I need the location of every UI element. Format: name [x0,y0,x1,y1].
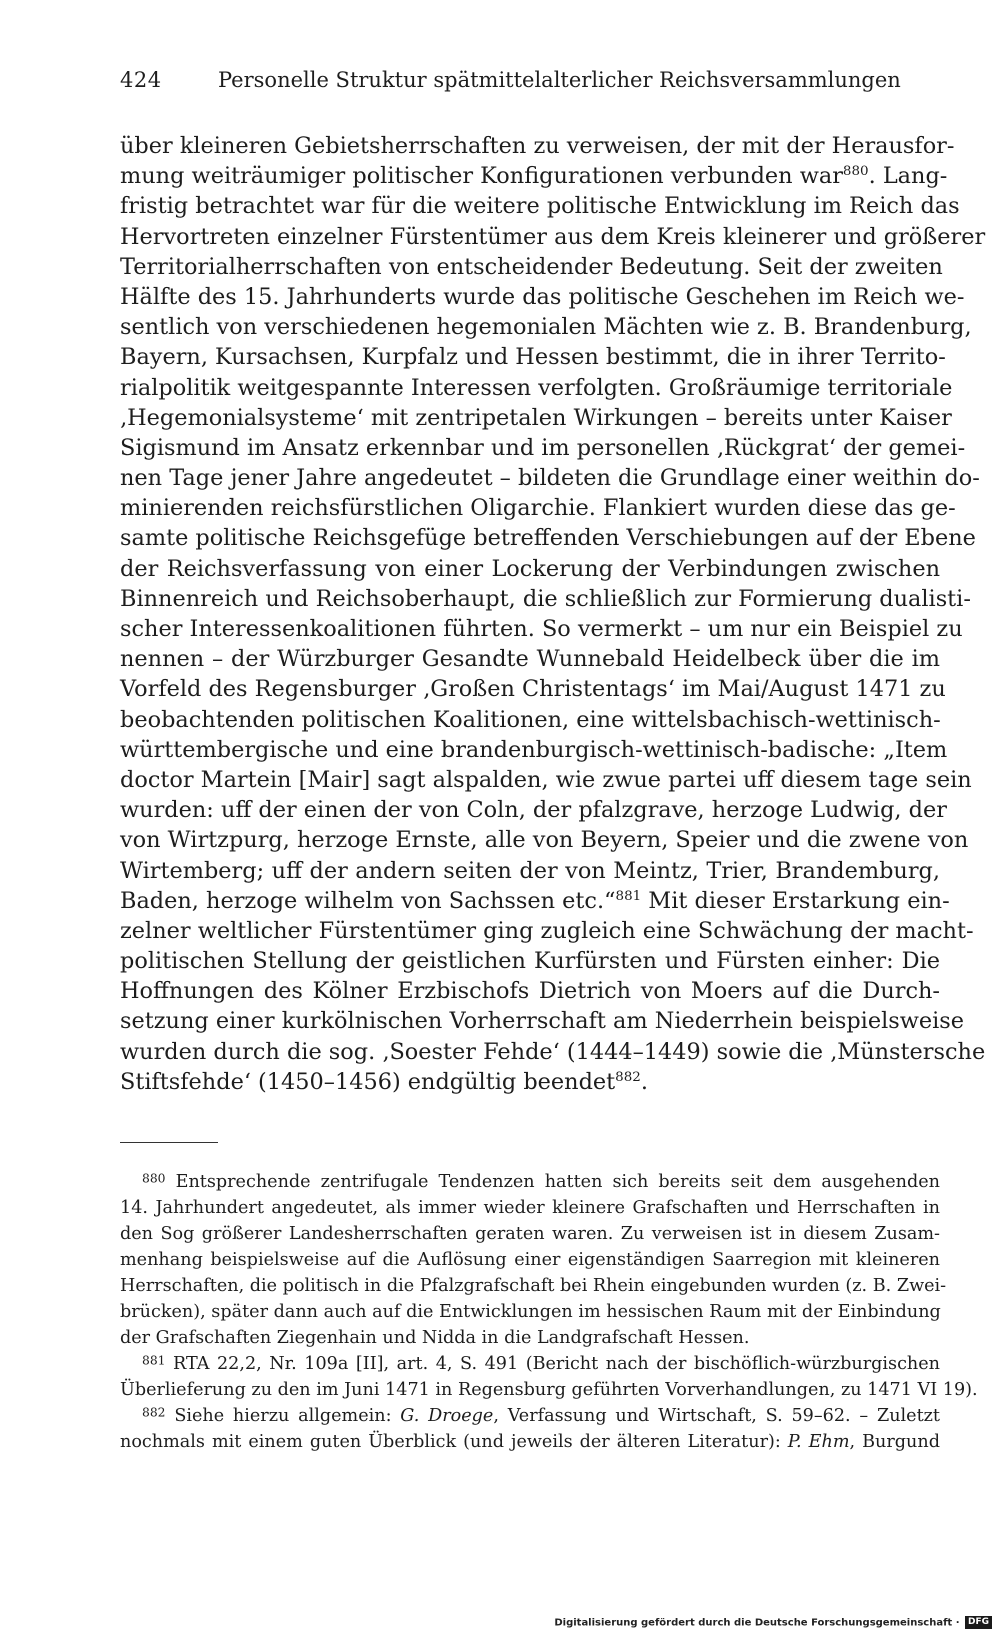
text-line: Bayern, Kursachsen, Kurpfalz und Hessen bestimmt, die in ihrer Territo- [120,344,946,371]
text-line: samte politische Reichsgefüge betreffenden Verschiebungen auf der Ebene [120,525,976,552]
text-line: wurden durch die sog. ‚Soester Fehde‘ (1444–1449) sowie die ‚Münstersche [120,1038,986,1065]
footnote-line: den Sog größerer Landesherrschaften geraten waren. Zu verweisen ist in diesem Zusam- [120,1224,940,1244]
text-line: über kleineren Gebietsherrschaften zu verweisen, der mit der Herausfor- [120,133,955,159]
text-line: württembergische und eine brandenburgisch-wettinisch-badische: „Item [120,736,948,763]
footnote-text: , Burgund [849,1432,940,1452]
author-name: G. Droege [400,1406,494,1426]
credit-text: Digitalisierung gefördert durch die Deutsche Forschungsgemeinschaft · [554,1617,960,1629]
text-line: nennen – der Würzburger Gesandte Wunnebald Heidelbeck über die im [120,646,940,673]
text-segment: . [640,1068,648,1095]
footnote-line: menhang beispielsweise auf die Auflösung einer eigenständigen Saarregion mit kleineren [120,1250,940,1270]
page-header [120,68,940,100]
text-line: beobachtenden politischen Koalitionen, eine wittelsbachisch-wettinisch- [120,706,941,733]
text-line: der Reichsverfassung von einer Lockerung der Verbindungen zwischen [120,555,940,582]
text-line: Hälfte des 15. Jahrhunderts wurde das politische Geschehen im Reich we- [120,283,965,310]
author-name: P. Ehm [787,1432,850,1452]
text-line [120,886,950,916]
text-line: Hervortreten einzelner Fürstentümer aus dem Kreis kleinerer und größerer [120,223,986,250]
text-line: Hoffnungen des Kölner Erzbischofs Dietrich von Moers auf die Durch- [120,978,940,1005]
text-line: fristig betrachtet war für die weitere politische Entwicklung im Reich das [120,193,960,220]
text-line: ‚Hegemonialsysteme‘ mit zentripetalen Wirkungen – bereits unter Kaiser [120,404,952,431]
footnote-number: 880 [142,1171,166,1186]
text-line: Binnenreich und Reichsoberhaupt, die schließlich zur Formierung dualisti- [120,585,971,612]
footnote-line: der Grafschaften Ziegenhain und Nidda in die Landgrafschaft Hessen. [120,1328,750,1348]
text-line: politischen Stellung der geistlichen Kurfürsten und Fürsten einher: Die [120,948,940,975]
footnote-ref[interactable]: 881 [615,888,642,904]
main-text [120,131,986,1097]
footnote-text: Siehe hierzu allgemein: [174,1406,401,1426]
text-line: minierenden reichsfürstlichen Oligarchie. Flankiert wurden diese das ge- [120,495,956,522]
footnote-ref[interactable]: 882 [615,1069,641,1085]
text-segment: Stiftsfehde‘ (1450–1456) endgültig beendet [120,1068,616,1095]
dfg-logo-icon: DFG [965,1616,992,1629]
text-line: scher Interessenkoalitionen führten. So vermerkt – um nur ein Beispiel zu [120,616,963,642]
text-line: setzung einer kurkölnischen Vorherrschaft am Niederrhein beispielsweise [120,1008,965,1035]
footnote-text: , Verfassung und Wirtschaft, S. 59–62. – Zuletzt [493,1406,940,1426]
text-line: Sigismund im Ansatz erkennbar und im personellen ‚Rückgrat‘ der gemei- [120,434,966,461]
footnote-881 [120,1351,940,1377]
text-line: Vorfeld des Regensburger ‚Großen Christentags‘ im Mai/August 1471 zu [120,676,946,703]
footnote-line: 14. Jahrhundert angedeutet, als immer wieder kleinere Grafschaften und Herrschaften in [120,1198,940,1218]
footnote-number: 881 [142,1353,166,1368]
text-line: Territorialherrschaften von entscheidender Bedeutung. Seit der zweiten [120,253,943,280]
text-line [120,1067,940,1097]
text-segment: . Lang- [868,163,948,190]
footnote-text: Entsprechende zentrifugale Tendenzen hatten sich bereits seit dem ausgehenden [175,1172,941,1192]
text-line [120,161,948,191]
text-segment: mung weiträumiger politischer Konfigurationen verbunden war [120,163,843,190]
footnote-text: nochmals mit einem guten Überblick (und jeweils der älteren Literatur): [120,1432,788,1452]
footnotes [120,1169,978,1455]
text-line: nen Tage jener Jahre angedeutet – bildeten die Grundlage einer weithin do- [120,465,980,492]
footnote-line [120,1429,940,1455]
digitization-credit [554,1616,992,1630]
footnote-number: 882 [142,1405,166,1420]
footnote-ref[interactable]: 880 [842,164,869,180]
text-line: von Wirtzpurg, herzoge Ernste, alle von Beyern, Speier und die zwene von [120,827,969,854]
running-title: Personelle Struktur spätmittelalterlicher Reichsversammlungen [218,68,901,92]
footnote-880 [120,1169,940,1195]
text-line: Wirtemberg; uff der andern seiten der von Meintz, Trier, Brandemburg, [120,857,940,884]
text-line: doctor Martein [Mair] sagt alspalden, wie zwue partei uff diesem tage sein [120,766,972,793]
text-segment: Mit dieser Erstarkung ein- [641,887,950,914]
page-number: 424 [120,68,162,92]
text-line: wurden: uff der einen der von Coln, der pfalzgrave, herzoge Ludwig, der [120,797,947,824]
text-line: rialpolitik weitgespannte Interessen verfolgten. Großräumige territoriale [120,374,953,401]
footnote-line: brücken), später dann auch auf die Entwicklungen im hessischen Raum mit der Einbindung [120,1302,941,1322]
footnote-line: Herrschaften, die politisch in die Pfalzgrafschaft bei Rhein eingebunden wurden (z. B. Zwei- [120,1276,947,1296]
text-line: sentlich von verschiedenen hegemonialen Mächten wie z. B. Brandenburg, [120,314,972,341]
footnote-line: Überlieferung zu den im Juni 1471 in Regensburg geführten Vorverhandlungen, zu 1471 VI 19). [120,1380,978,1400]
footnote-separator [120,1142,218,1143]
footnote-882 [120,1403,940,1429]
text-segment: Baden, herzoge wilhelm von Sachssen etc.“ [120,887,616,914]
text-line: zelner weltlicher Fürstentümer ging zugleich eine Schwächung der macht- [120,917,974,944]
footnote-text: RTA 22,2, Nr. 109a [II], art. 4, S. 491 (Bericht nach der bischöflich-würzburgischen [173,1354,940,1374]
